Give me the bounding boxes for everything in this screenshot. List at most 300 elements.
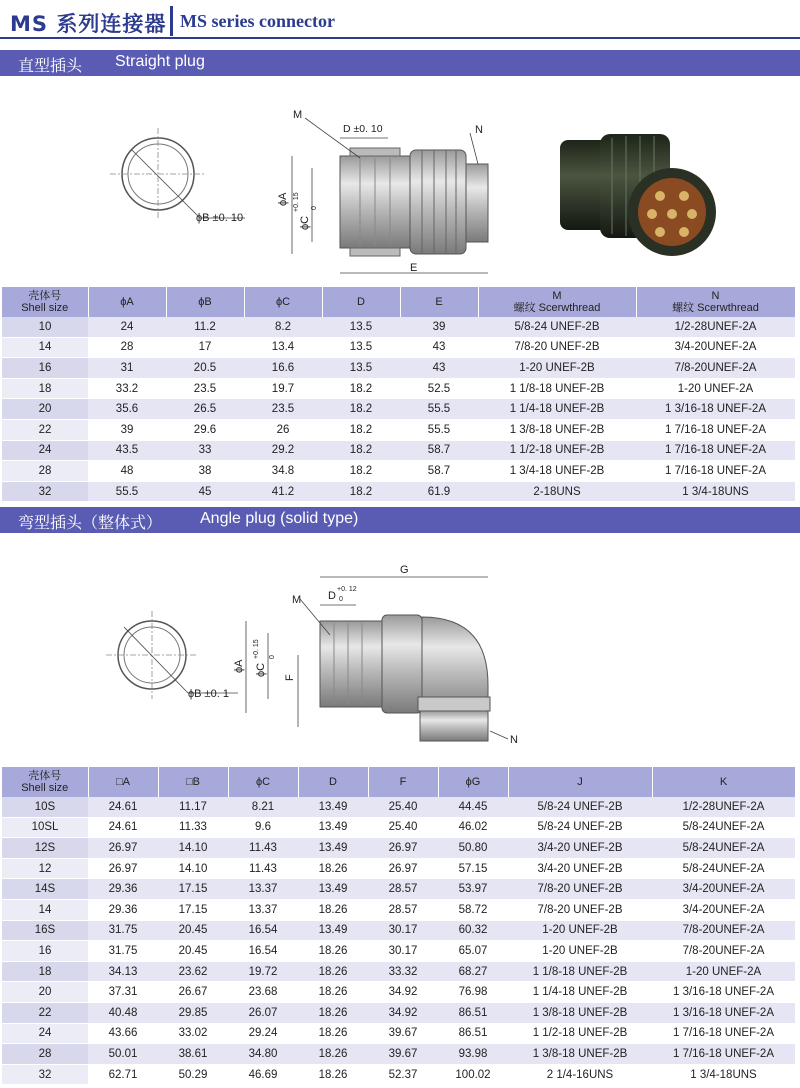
table-cell: 38: [166, 461, 244, 482]
table-cell: 17: [166, 337, 244, 358]
table-cell: 28.57: [368, 899, 438, 920]
table-cell: 33.02: [158, 1023, 228, 1044]
table-cell: 43.5: [88, 440, 166, 461]
section-title-en: Straight plug: [115, 53, 205, 70]
column-header-subtitle: 螺纹 Scerwthread: [513, 302, 601, 314]
shell-size-cell: 12S: [2, 838, 88, 859]
table-cell: 1 3/16-18 UNEF-2A: [652, 982, 795, 1003]
table-cell: 7/8-20 UNEF-2B: [508, 879, 652, 900]
dim-m-label: M: [293, 109, 303, 121]
column-header-title: ϕB: [198, 296, 212, 308]
column-header: [636, 287, 795, 317]
column-header: [88, 287, 166, 317]
table-cell: 34.13: [88, 961, 158, 982]
dim-c-tol-lo: 0: [269, 655, 276, 659]
table-cell: 26.97: [88, 838, 158, 859]
angle-plug-drawing: [0, 535, 800, 765]
table-cell: 52.37: [368, 1064, 438, 1085]
shell-size-cell: 16S: [2, 920, 88, 941]
straight-plug-drawing: [0, 78, 800, 286]
table-row: [2, 879, 795, 900]
table-cell: 19.7: [244, 378, 322, 399]
table-cell: 18.26: [298, 1023, 368, 1044]
table-cell: 9.6: [228, 817, 298, 838]
table-row: [2, 982, 795, 1003]
page-title-en: MS series connector: [180, 11, 335, 31]
side-view: [277, 109, 488, 274]
table-row: [2, 440, 795, 461]
dim-c-tol-hi: +0. 15: [293, 192, 300, 212]
table-cell: 29.2: [244, 440, 322, 461]
table-cell: 1 1/8-18 UNEF-2B: [508, 961, 652, 982]
table-row: [2, 461, 795, 482]
column-header: [438, 767, 508, 797]
table-cell: 38.61: [158, 1044, 228, 1065]
shell-size-cell: 32: [2, 481, 88, 502]
column-header-title: N: [711, 290, 720, 302]
dim-d-label: D ±0. 10: [343, 123, 383, 135]
table-cell: 39: [400, 317, 478, 337]
shell-size-cell: 24: [2, 1023, 88, 1044]
table-cell: 26.5: [166, 399, 244, 420]
table-cell: 5/8-24 UNEF-2B: [508, 797, 652, 817]
column-header: [228, 767, 298, 797]
dim-c-tol-lo: 0: [311, 206, 318, 210]
table-cell: 1 7/16-18 UNEF-2A: [636, 461, 795, 482]
section-title-cn: 直型插头: [18, 56, 83, 75]
column-header: [478, 287, 636, 317]
table-cell: 1 1/8-18 UNEF-2B: [478, 378, 636, 399]
table-cell: 1 3/8-18 UNEF-2B: [508, 1044, 652, 1065]
table-cell: 1-20 UNEF-2B: [478, 358, 636, 379]
table-cell: 1-20 UNEF-2A: [636, 378, 795, 399]
column-header-title: F: [399, 776, 407, 788]
header-underline: [0, 37, 800, 39]
dim-c-label: ϕC: [255, 662, 267, 677]
column-header-title: D: [357, 296, 365, 308]
table-cell: 13.4: [244, 337, 322, 358]
column-header-title: ϕA: [120, 296, 134, 308]
shell-size-cell: 16: [2, 941, 88, 962]
table-cell: 100.02: [438, 1064, 508, 1085]
table-cell: 7/8-20UNEF-2A: [652, 941, 795, 962]
table-cell: 29.85: [158, 1002, 228, 1023]
table-cell: 61.9: [400, 481, 478, 502]
table-cell: 5/8-24UNEF-2A: [652, 838, 795, 859]
table-cell: 28.57: [368, 879, 438, 900]
table-row: [2, 481, 795, 502]
table-row: [2, 817, 795, 838]
page-header: [0, 0, 800, 42]
table-row: [2, 358, 795, 379]
shell-size-cell: 32: [2, 1064, 88, 1085]
table-row: [2, 899, 795, 920]
table-cell: 13.49: [298, 797, 368, 817]
column-header: [244, 287, 322, 317]
table-cell: 24.61: [88, 817, 158, 838]
shell-size-cell: 24: [2, 440, 88, 461]
table-cell: 58.72: [438, 899, 508, 920]
table-row: [2, 337, 795, 358]
table-cell: 7/8-20UNEF-2A: [636, 358, 795, 379]
table-cell: 18.2: [322, 481, 400, 502]
table-cell: 29.36: [88, 879, 158, 900]
table-cell: 20.45: [158, 941, 228, 962]
shell-size-cell: 14: [2, 337, 88, 358]
table-cell: 1-20 UNEF-2A: [652, 961, 795, 982]
table-cell: 1-20 UNEF-2B: [508, 941, 652, 962]
table-cell: 18.26: [298, 899, 368, 920]
table-cell: 86.51: [438, 1002, 508, 1023]
table-cell: 23.5: [166, 378, 244, 399]
column-header-title: 壳体号: [28, 290, 62, 302]
dim-a-label: ϕA: [233, 659, 245, 673]
table-cell: 1-20 UNEF-2B: [508, 920, 652, 941]
table-cell: 1 7/16-18 UNEF-2A: [636, 419, 795, 440]
table-cell: 25.40: [368, 797, 438, 817]
shell-size-cell: 22: [2, 419, 88, 440]
table-cell: 18.26: [298, 858, 368, 879]
dim-m-label: M: [292, 594, 302, 606]
column-header-subtitle: Shell size: [21, 782, 69, 794]
dim-d-tol-hi: +0. 12: [337, 586, 357, 593]
table-row: [2, 1002, 795, 1023]
table-row: [2, 920, 795, 941]
table-cell: 31.75: [88, 920, 158, 941]
shell-size-cell: 20: [2, 982, 88, 1003]
table-cell: 26: [244, 419, 322, 440]
table-cell: 5/8-24 UNEF-2B: [478, 317, 636, 337]
table-cell: 23.68: [228, 982, 298, 1003]
shell-size-cell: 22: [2, 1002, 88, 1023]
table-cell: 26.97: [368, 838, 438, 859]
table-row: [2, 838, 795, 859]
table-cell: 1 7/16-18 UNEF-2A: [652, 1023, 795, 1044]
column-header-title: E: [435, 296, 443, 308]
table-cell: 8.21: [228, 797, 298, 817]
table-cell: 13.5: [322, 358, 400, 379]
table-cell: 17.15: [158, 899, 228, 920]
column-header: [368, 767, 438, 797]
column-header-title: J: [577, 776, 583, 788]
table-cell: 11.33: [158, 817, 228, 838]
column-header-title: □B: [186, 776, 200, 788]
table-cell: 33.32: [368, 961, 438, 982]
table-row: [2, 858, 795, 879]
table-cell: 25.40: [368, 817, 438, 838]
table-cell: 41.2: [244, 481, 322, 502]
table-cell: 13.5: [322, 317, 400, 337]
table-cell: 29.6: [166, 419, 244, 440]
table-cell: 16.54: [228, 941, 298, 962]
dim-f-label: F: [284, 674, 296, 681]
shell-size-cell: 14: [2, 899, 88, 920]
table-cell: 52.5: [400, 378, 478, 399]
table-cell: 1 1/2-18 UNEF-2B: [508, 1023, 652, 1044]
column-header: [322, 287, 400, 317]
dim-n-label: N: [510, 734, 518, 746]
column-header-title: □A: [116, 776, 130, 788]
section-title-en: Angle plug (solid type): [200, 510, 359, 527]
dim-n-label: N: [475, 124, 483, 136]
straight-plug-photo: [560, 134, 716, 256]
front-view: [106, 611, 238, 700]
column-header: [158, 767, 228, 797]
table-cell: 58.7: [400, 461, 478, 482]
shell-size-cell: 12: [2, 858, 88, 879]
table-cell: 11.17: [158, 797, 228, 817]
table-cell: 35.6: [88, 399, 166, 420]
table-cell: 23.62: [158, 961, 228, 982]
table-cell: 1 1/2-18 UNEF-2B: [478, 440, 636, 461]
table-header-row: [2, 287, 795, 317]
table-cell: 13.49: [298, 879, 368, 900]
table-row: [2, 399, 795, 420]
column-header: [508, 767, 652, 797]
shell-size-cell: 14S: [2, 879, 88, 900]
table-cell: 43.66: [88, 1023, 158, 1044]
table-cell: 24: [88, 317, 166, 337]
table-cell: 11.2: [166, 317, 244, 337]
column-header-title: ϕG: [465, 776, 481, 788]
column-header-title: ϕC: [255, 776, 271, 788]
column-header: [400, 287, 478, 317]
table-cell: 39.67: [368, 1044, 438, 1065]
table-cell: 5/8-24UNEF-2A: [652, 817, 795, 838]
table-cell: 1 7/16-18 UNEF-2A: [636, 440, 795, 461]
section-straight-plug: [0, 50, 800, 76]
table-cell: 19.72: [228, 961, 298, 982]
table-cell: 60.32: [438, 920, 508, 941]
dim-e-label: E: [410, 262, 418, 274]
table-row: [2, 961, 795, 982]
table-cell: 1 3/4-18 UNEF-2B: [478, 461, 636, 482]
table-cell: 1 3/16-18 UNEF-2A: [636, 399, 795, 420]
table-cell: 17.15: [158, 879, 228, 900]
table-cell: 55.5: [88, 481, 166, 502]
table-cell: 8.2: [244, 317, 322, 337]
table-cell: 3/4-20 UNEF-2B: [508, 858, 652, 879]
table-cell: 13.49: [298, 838, 368, 859]
column-header: [88, 767, 158, 797]
table-cell: 39: [88, 419, 166, 440]
table-cell: 68.27: [438, 961, 508, 982]
table-cell: 58.7: [400, 440, 478, 461]
table-cell: 18.26: [298, 961, 368, 982]
table-cell: 13.37: [228, 879, 298, 900]
table-cell: 2-18UNS: [478, 481, 636, 502]
side-view: [233, 564, 518, 746]
table-cell: 1 3/16-18 UNEF-2A: [652, 1002, 795, 1023]
table-cell: 26.97: [368, 858, 438, 879]
table-cell: 31: [88, 358, 166, 379]
table-row: [2, 941, 795, 962]
table-cell: 1 7/16-18 UNEF-2A: [652, 1044, 795, 1065]
table-cell: 26.67: [158, 982, 228, 1003]
angle-plug-table: [2, 767, 796, 1085]
table-row: [2, 1023, 795, 1044]
column-header-title: ϕC: [275, 296, 291, 308]
front-view: [110, 128, 245, 224]
table-cell: 34.92: [368, 1002, 438, 1023]
table-cell: 18.26: [298, 1002, 368, 1023]
dim-c-tol-hi: +0. 15: [253, 639, 260, 659]
dim-a-label: ϕA: [277, 192, 289, 206]
shell-size-cell: 18: [2, 378, 88, 399]
column-header-title: D: [329, 776, 337, 788]
table-cell: 3/4-20UNEF-2A: [636, 337, 795, 358]
table-cell: 34.8: [244, 461, 322, 482]
table-cell: 18.2: [322, 440, 400, 461]
table-cell: 3/4-20UNEF-2A: [652, 899, 795, 920]
table-cell: 1/2-28UNEF-2A: [652, 797, 795, 817]
shell-size-cell: 18: [2, 961, 88, 982]
table-cell: 18.2: [322, 378, 400, 399]
table-cell: 50.01: [88, 1044, 158, 1065]
table-cell: 1 1/4-18 UNEF-2B: [478, 399, 636, 420]
dim-b-label: ϕB ±0. 1: [188, 688, 229, 700]
table-cell: 44.45: [438, 797, 508, 817]
column-header-title: K: [719, 776, 728, 788]
shell-size-cell: 28: [2, 1044, 88, 1065]
table-cell: 53.97: [438, 879, 508, 900]
table-cell: 26.07: [228, 1002, 298, 1023]
table-row: [2, 378, 795, 399]
table-cell: 1 3/8-18 UNEF-2B: [508, 1002, 652, 1023]
table-cell: 45: [166, 481, 244, 502]
table-cell: 43: [400, 337, 478, 358]
table-cell: 13.37: [228, 899, 298, 920]
table-row: [2, 317, 795, 337]
table-cell: 7/8-20 UNEF-2B: [508, 899, 652, 920]
table-cell: 43: [400, 358, 478, 379]
table-cell: 48: [88, 461, 166, 482]
shell-size-cell: 16: [2, 358, 88, 379]
table-cell: 16.6: [244, 358, 322, 379]
table-cell: 31.75: [88, 941, 158, 962]
table-cell: 24.61: [88, 797, 158, 817]
table-cell: 3/4-20UNEF-2A: [652, 879, 795, 900]
table-cell: 55.5: [400, 399, 478, 420]
table-cell: 76.98: [438, 982, 508, 1003]
table-cell: 18.26: [298, 1064, 368, 1085]
table-row: [2, 419, 795, 440]
section-angle-plug: [0, 507, 800, 533]
column-header: [298, 767, 368, 797]
shell-size-cell: 28: [2, 461, 88, 482]
column-header: [166, 287, 244, 317]
dim-c-label: ϕC: [299, 215, 311, 230]
dim-d-tol-lo: 0: [339, 596, 343, 603]
table-cell: 7/8-20UNEF-2A: [652, 920, 795, 941]
table-cell: 1 3/8-18 UNEF-2B: [478, 419, 636, 440]
table-cell: 33.2: [88, 378, 166, 399]
table-row: [2, 1064, 795, 1085]
table-cell: 1 3/4-18UNS: [636, 481, 795, 502]
column-header-title: 壳体号: [28, 770, 62, 782]
column-header-subtitle: 螺纹 Scerwthread: [672, 302, 759, 314]
table-cell: 26.97: [88, 858, 158, 879]
table-cell: 46.02: [438, 817, 508, 838]
table-cell: 30.17: [368, 920, 438, 941]
table-cell: 18.26: [298, 941, 368, 962]
table-row: [2, 1044, 795, 1065]
table-cell: 11.43: [228, 858, 298, 879]
table-cell: 18.2: [322, 419, 400, 440]
table-cell: 29.24: [228, 1023, 298, 1044]
shell-size-cell: 10: [2, 317, 88, 337]
column-header-title: M: [552, 290, 562, 302]
shell-size-cell: 10S: [2, 797, 88, 817]
table-cell: 13.5: [322, 337, 400, 358]
table-cell: 23.5: [244, 399, 322, 420]
shell-size-cell: 10SL: [2, 817, 88, 838]
page-title-cn: MS 系列连接器: [10, 12, 167, 36]
table-cell: 62.71: [88, 1064, 158, 1085]
table-cell: 40.48: [88, 1002, 158, 1023]
table-cell: 11.43: [228, 838, 298, 859]
table-cell: 3/4-20 UNEF-2B: [508, 838, 652, 859]
table-cell: 20.45: [158, 920, 228, 941]
table-cell: 16.54: [228, 920, 298, 941]
section-title-cn: 弯型插头（整体式）: [18, 513, 163, 532]
table-cell: 50.29: [158, 1064, 228, 1085]
column-header: [2, 767, 88, 797]
table-cell: 37.31: [88, 982, 158, 1003]
table-cell: 18.2: [322, 399, 400, 420]
table-cell: 57.15: [438, 858, 508, 879]
table-cell: 55.5: [400, 419, 478, 440]
column-header: [652, 767, 795, 797]
dim-g-label: G: [400, 564, 409, 576]
table-row: [2, 797, 795, 817]
table-cell: 29.36: [88, 899, 158, 920]
table-cell: 18.2: [322, 461, 400, 482]
table-cell: 65.07: [438, 941, 508, 962]
table-cell: 5/8-24 UNEF-2B: [508, 817, 652, 838]
table-cell: 33: [166, 440, 244, 461]
table-cell: 28: [88, 337, 166, 358]
table-cell: 14.10: [158, 858, 228, 879]
table-cell: 39.67: [368, 1023, 438, 1044]
table-cell: 1/2-28UNEF-2A: [636, 317, 795, 337]
table-cell: 93.98: [438, 1044, 508, 1065]
column-header-subtitle: Shell size: [21, 302, 69, 314]
table-cell: 5/8-24UNEF-2A: [652, 858, 795, 879]
table-cell: 14.10: [158, 838, 228, 859]
table-cell: 86.51: [438, 1023, 508, 1044]
straight-plug-table: [2, 287, 796, 502]
table-cell: 2 1/4-16UNS: [508, 1064, 652, 1085]
shell-size-cell: 20: [2, 399, 88, 420]
dim-d-label: D: [328, 590, 336, 602]
table-cell: 13.49: [298, 920, 368, 941]
table-cell: 13.49: [298, 817, 368, 838]
table-cell: 20.5: [166, 358, 244, 379]
table-cell: 50.80: [438, 838, 508, 859]
table-cell: 30.17: [368, 941, 438, 962]
dim-b-label: ϕB ±0. 10: [196, 212, 244, 224]
table-cell: 7/8-20 UNEF-2B: [478, 337, 636, 358]
column-header: [2, 287, 88, 317]
table-cell: 46.69: [228, 1064, 298, 1085]
table-cell: 18.26: [298, 1044, 368, 1065]
table-header-row: [2, 767, 795, 797]
table-cell: 34.92: [368, 982, 438, 1003]
table-cell: 34.80: [228, 1044, 298, 1065]
table-cell: 1 1/4-18 UNEF-2B: [508, 982, 652, 1003]
table-cell: 18.26: [298, 982, 368, 1003]
